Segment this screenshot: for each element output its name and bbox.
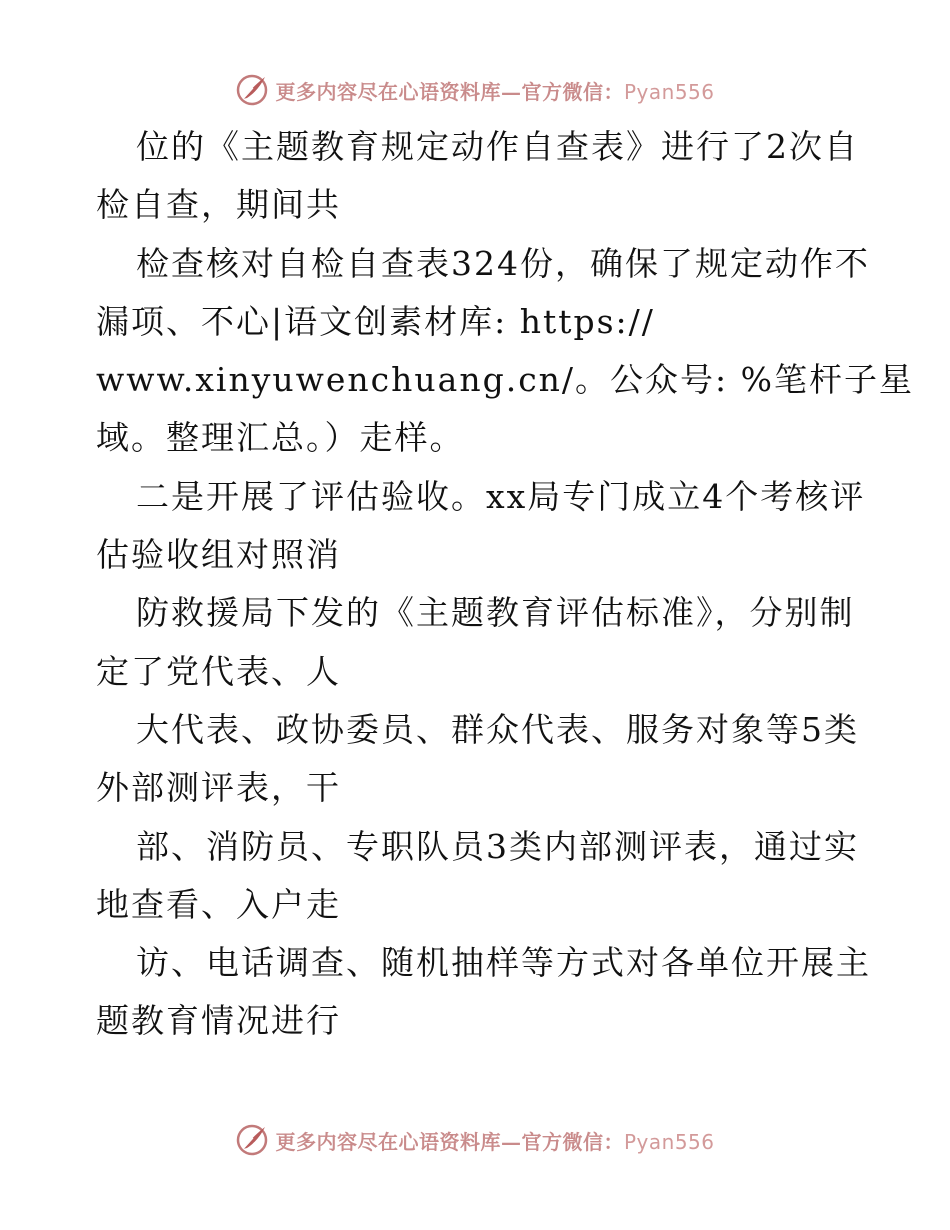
body-line: 位的《主题教育规定动作自查表》进行了2次自 (136, 127, 859, 166)
feather-pen-logo-icon (235, 1123, 269, 1157)
body-line: 二是开展了评估验收。xx局专门成立4个考核评 (136, 476, 866, 516)
body-line: 地查看、入户走 (96, 884, 341, 924)
body-line: 检自查，期间共 (96, 185, 341, 225)
body-line: 域。整理汇总。）走样。 (96, 418, 465, 458)
body-line: 大代表、政协委员、群众代表、服务对象等5类 (136, 709, 859, 749)
body-line: 部、消防员、专职队员3类内部测评表，通过实 (136, 826, 859, 866)
body-line: 题教育情况进行 (96, 1001, 341, 1041)
body-line: 定了党代表、人 (96, 651, 341, 691)
header-text: 更多内容尽在心语资料库—官方微信：Pyan556 (275, 79, 715, 104)
body-line: 估验收组对照消 (96, 535, 341, 575)
body-line: 防救援局下发的《主题教育评估标准》，分别制 (136, 593, 855, 633)
body-line: 漏项、不心|语文创素材库: https:// (96, 301, 655, 341)
body-line: 访、电话调查、随机抽样等方式对各单位开展主 (136, 943, 871, 983)
document-body (96, 118, 915, 1051)
body-line: www.xinyuwenchuang.cn/。公众号: %笔杆子星 (96, 360, 915, 400)
header-wechat-id: Pyan556 (623, 79, 715, 104)
feather-pen-logo-icon (235, 73, 269, 107)
footer-wechat-id: Pyan556 (623, 1129, 715, 1154)
footer-banner (0, 1120, 950, 1160)
header-banner (0, 70, 950, 110)
body-line: 外部测评表，干 (96, 768, 341, 808)
footer-text: 更多内容尽在心语资料库—官方微信：Pyan556 (275, 1129, 715, 1154)
body-line: 检查核对自检自查表324份，确保了规定动作不 (136, 243, 870, 283)
